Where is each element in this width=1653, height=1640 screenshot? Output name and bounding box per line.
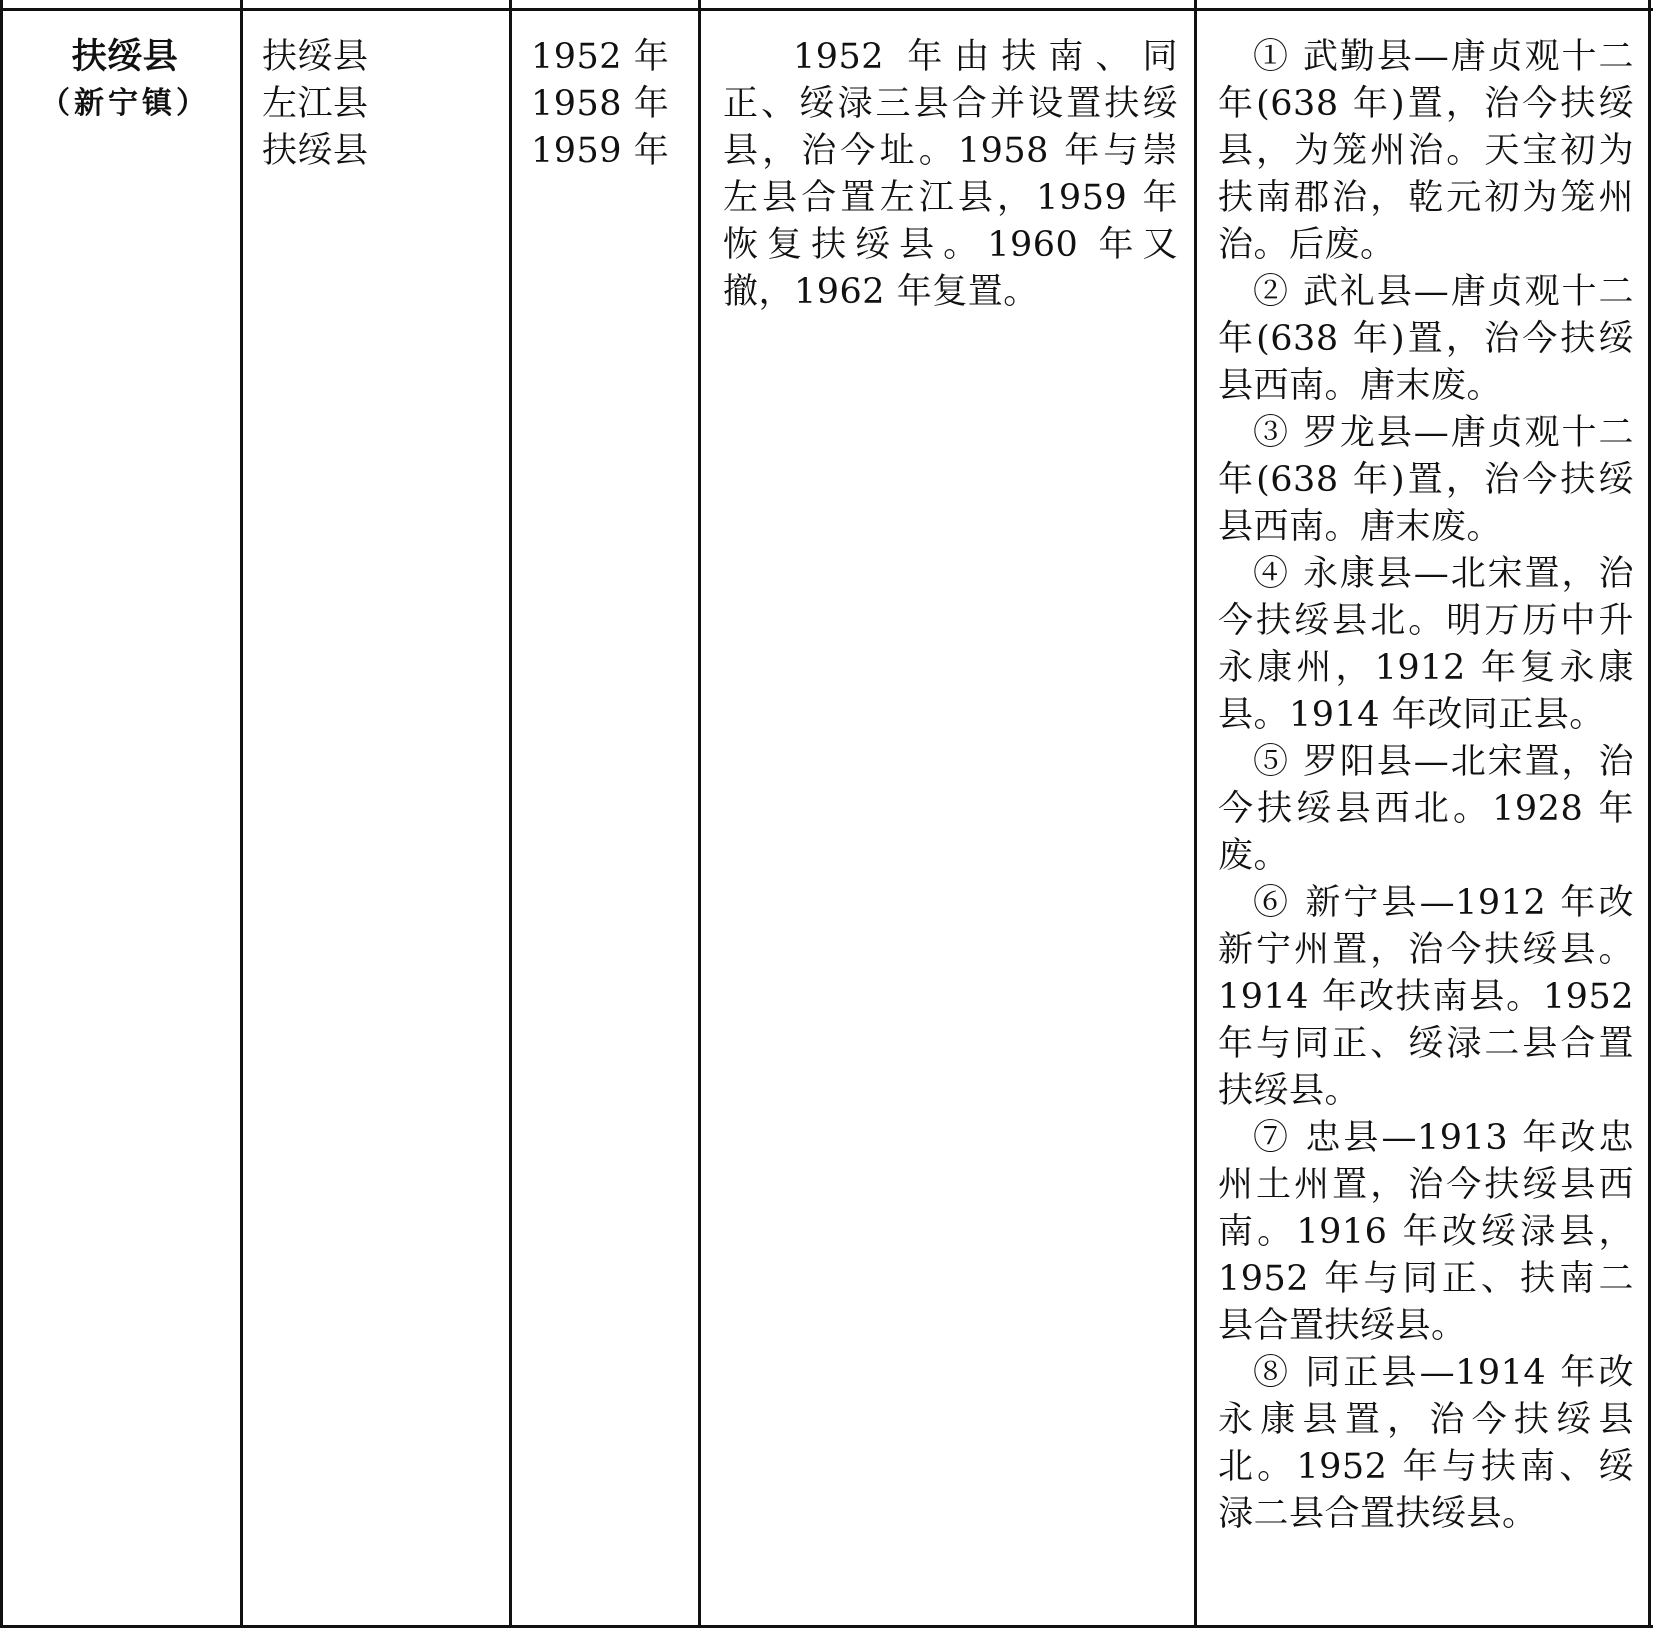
historical-name: 扶绥县	[262, 37, 369, 77]
historical-county-note: ④ 永康县—北宋置，治今扶绥县北。明万历中升永康州，1912 年复永康县。1914 年改同正县。	[1218, 554, 1634, 735]
year-entry: 1958 年	[531, 84, 670, 124]
table-top-border	[0, 8, 1653, 11]
historical-county-note: ③ 罗龙县—唐贞观十二年(638 年)置，治今扶绥县西南。唐末废。	[1218, 413, 1634, 547]
historical-counties-cell	[1218, 34, 1634, 1538]
historical-county-note: ⑥ 新宁县—1912 年改新宁州置，治今扶绥县。1914 年改扶南县。1952 年与同正、绥渌二县合置扶绥县。	[1218, 883, 1634, 1111]
column-divider-4	[1194, 0, 1197, 1627]
table-right-border	[1648, 0, 1651, 1627]
years-cell	[531, 34, 691, 175]
column-divider-2	[509, 0, 512, 1627]
historical-county-note: ⑧ 同正县—1914 年改永康县置，治今扶绥县北。1952 年与扶南、绥渌二县合置扶绥县。	[1218, 1353, 1634, 1534]
historical-county-note: ① 武勤县—唐贞观十二年(638 年)置，治今扶绥县，为笼州治。天宝初为扶南郡治，乾元初为笼州治。后废。	[1218, 37, 1634, 265]
table-bottom-border	[0, 1625, 1653, 1628]
table-left-border	[0, 0, 3, 1627]
historical-names-cell	[262, 34, 492, 175]
historical-county-note: ⑦ 忠县—1913 年改忠州土州置，治今扶绥县西南。1916 年改绥渌县，1952 年与同正、扶南二县合置扶绥县。	[1218, 1118, 1634, 1346]
year-entry: 1952 年	[531, 37, 670, 77]
year-entry: 1959 年	[531, 131, 670, 171]
historical-county-note: ② 武礼县—唐贞观十二年(638 年)置，治今扶绥县西南。唐末废。	[1218, 272, 1634, 406]
county-seat: （新宁镇）	[40, 86, 210, 121]
county-name-cell	[14, 34, 236, 126]
historical-name: 左江县	[262, 84, 369, 124]
historical-name: 扶绥县	[262, 131, 369, 171]
column-divider-3	[698, 0, 701, 1627]
evolution-description-cell: 1952 年由扶南、同正、绥渌三县合并设置扶绥县，治今址。1958 年与崇左县合置左江县，1959 年恢复扶绥县。1960 年又撤，1962 年复置。	[723, 37, 1178, 312]
county-name: 扶绥县	[71, 37, 179, 77]
historical-county-note: ⑤ 罗阳县—北宋置，治今扶绥县西北。1928 年废。	[1218, 742, 1634, 876]
column-divider-1	[240, 0, 243, 1627]
